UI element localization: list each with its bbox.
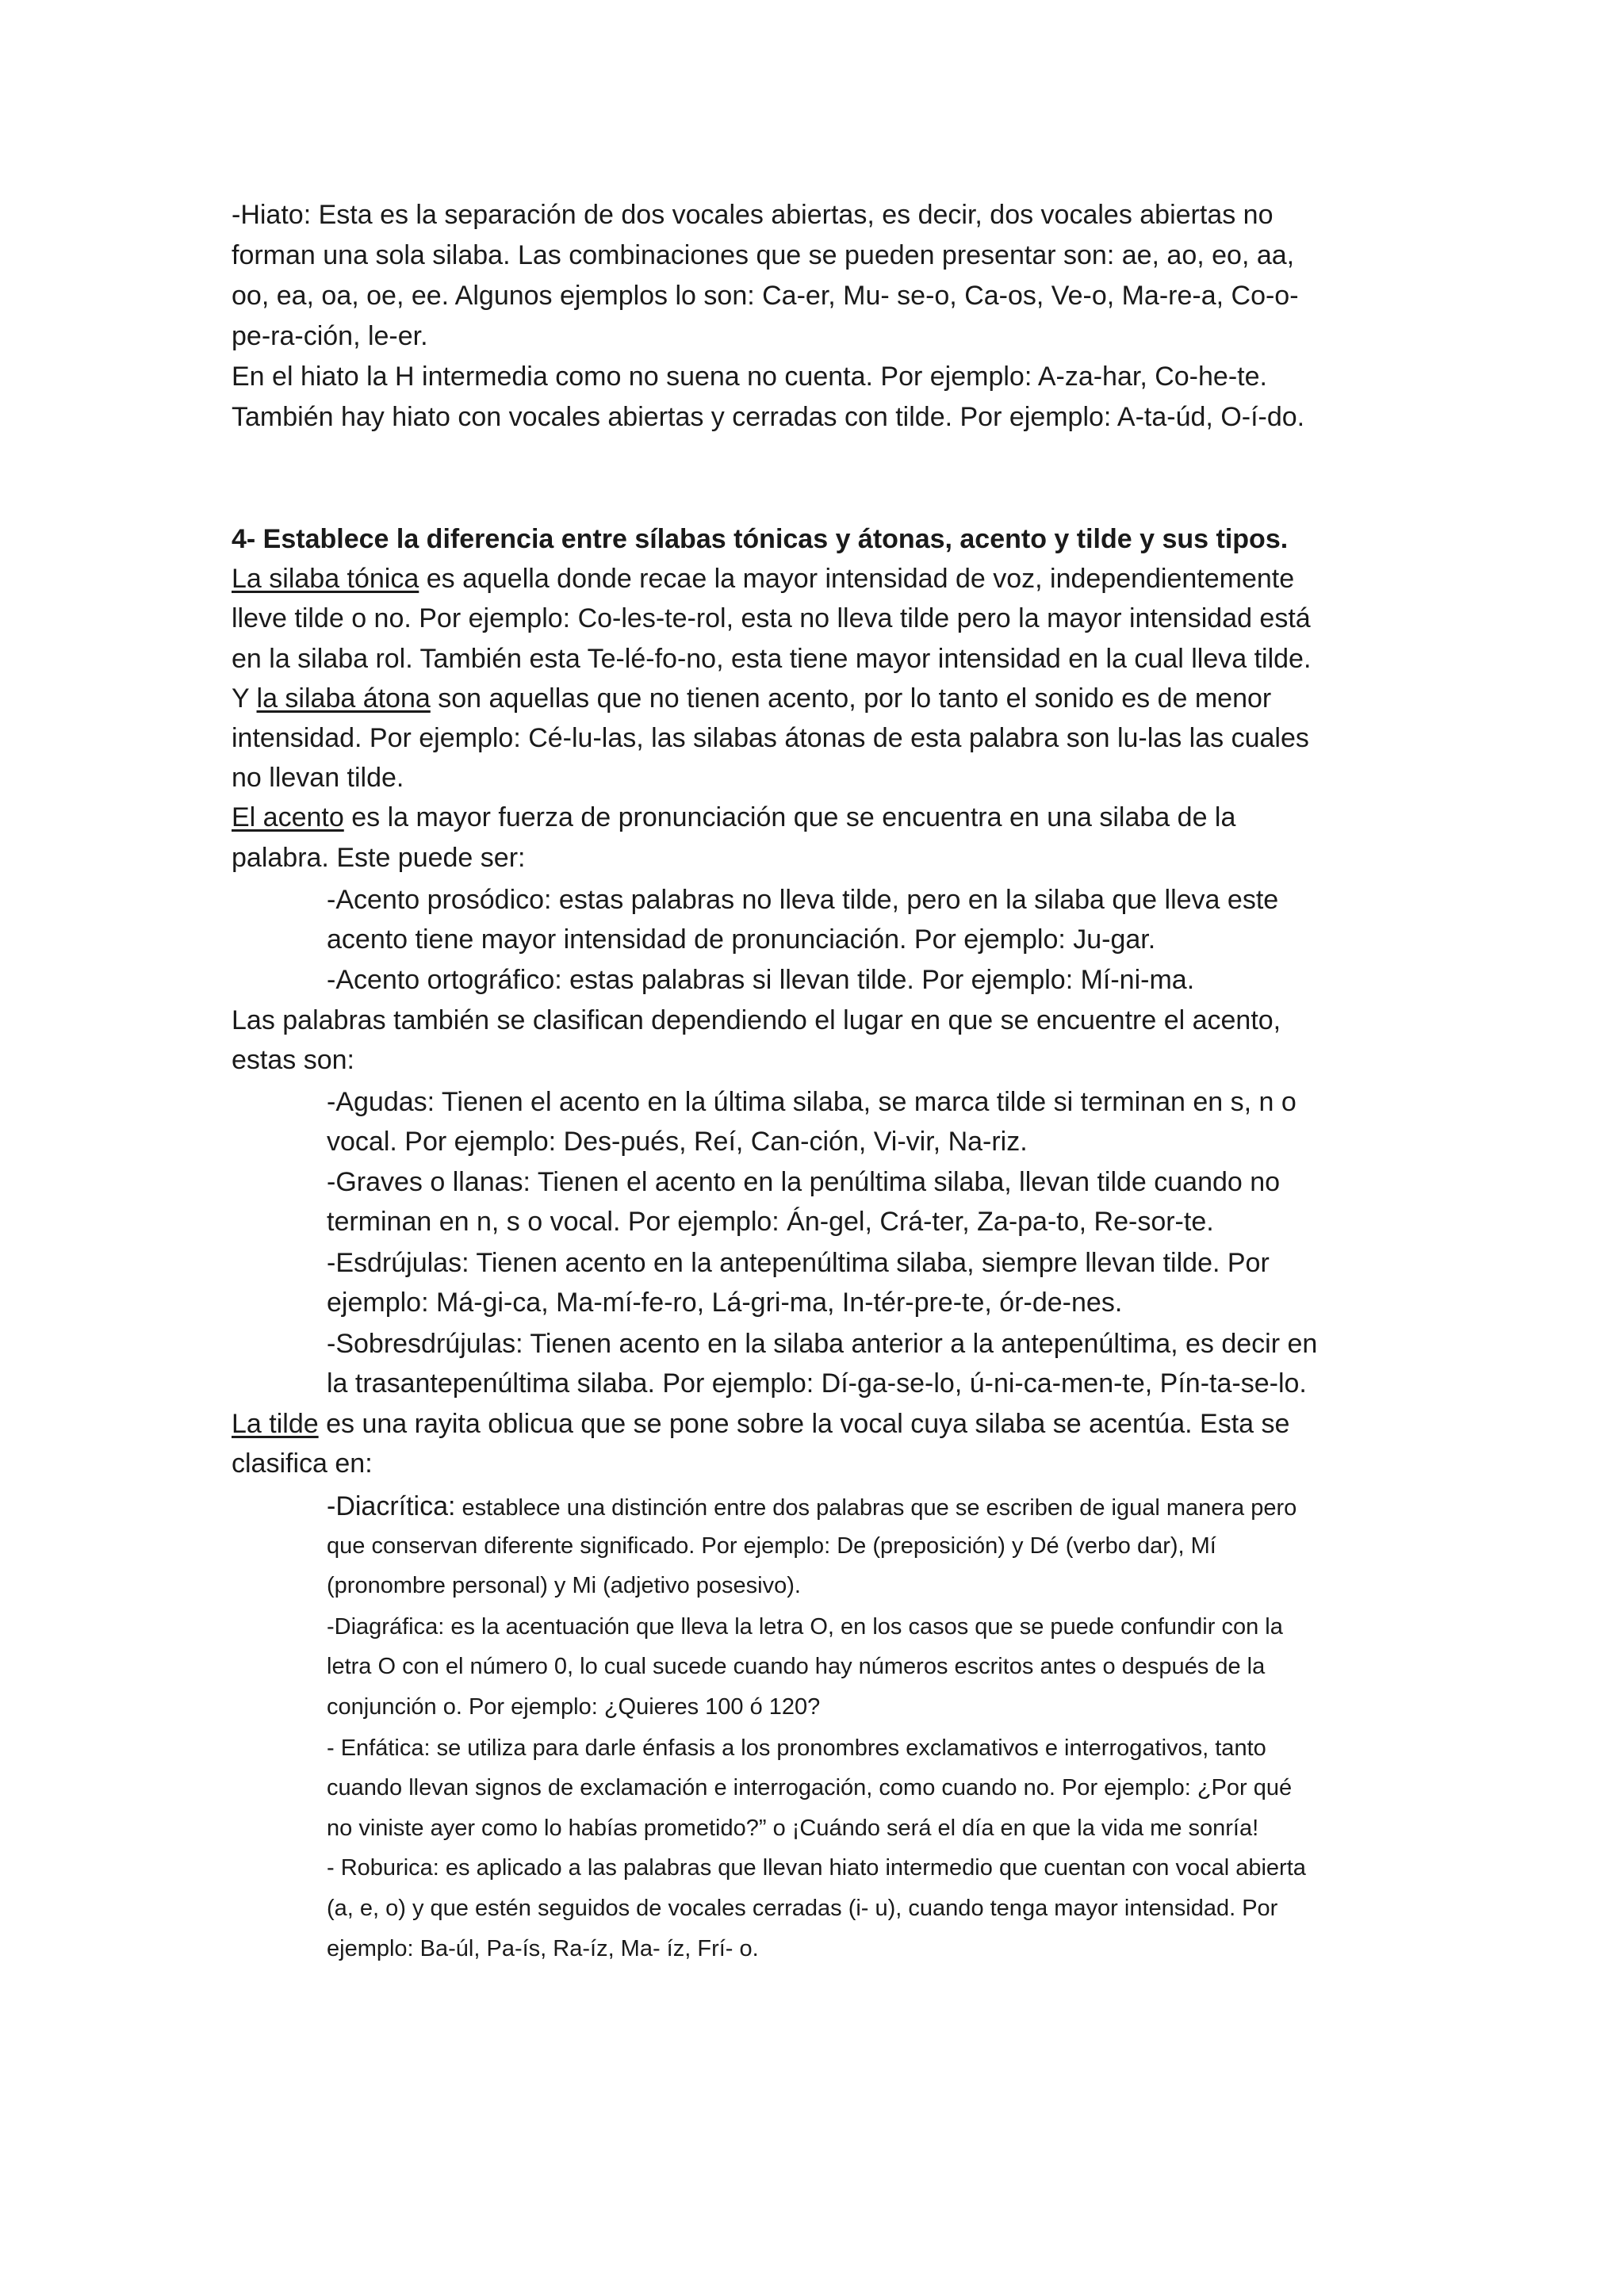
enfatica-line-3: no viniste ayer como lo habías prometido?” o ¡Cuándo será el día en que la vida me sonría! bbox=[327, 1816, 1259, 1841]
atona-term: la silaba átona bbox=[256, 683, 431, 714]
tonica-line-3: en la silaba rol. También esta Te-lé-fo-no, esta tiene mayor intensidad en la cual lleva tilde. bbox=[232, 644, 1312, 674]
hiato-line-4: pe-ra-ción, le-er. bbox=[232, 321, 428, 351]
acento-line-2: palabra. Este puede ser: bbox=[232, 843, 526, 873]
roburica-line-1: - Roburica: es aplicado a las palabras que llevan hiato intermedio que cuentan con vocal abierta bbox=[327, 1855, 1306, 1881]
hiato-line-1: -Hiato: Esta es la separación de dos vocales abiertas, es decir, dos vocales abiertas no bbox=[232, 200, 1274, 230]
diacritica-line-1 bbox=[327, 1487, 1297, 1528]
enfatica-line-2: cuando llevan signos de exclamación e interrogación, como cuando no. Por ejemplo: ¿Por qué bbox=[327, 1775, 1293, 1800]
enfatica-line-1: - Enfática: se utiliza para darle énfasis a los pronombres exclamativos e interrogativos, tanto bbox=[327, 1735, 1266, 1761]
agudas-line-2: vocal. Por ejemplo: Des-pués, Reí, Can-ción, Vi-vir, Na-riz. bbox=[327, 1127, 1028, 1157]
hiato-line-5: En el hiato la H intermedia como no suena no cuenta. Por ejemplo: A-za-har, Co-he-te. bbox=[232, 362, 1267, 392]
tonica-line-2: lleve tilde o no. Por ejemplo: Co-les-te-rol, esta no lleva tilde pero la mayor intensidad está bbox=[232, 603, 1311, 633]
esdrujulas-line-1: -Esdrújulas: Tienen acento en la antepenúltima silaba, siempre llevan tilde. Por bbox=[327, 1248, 1270, 1278]
clasificacion-line-2: estas son: bbox=[232, 1045, 354, 1075]
atona-prefix: Y bbox=[232, 683, 257, 714]
agudas-line-1: -Agudas: Tienen el acento en la última silaba, se marca tilde si terminan en s, n o bbox=[327, 1087, 1297, 1117]
atona-text: son aquellas que no tienen acento, por lo tanto el sonido es de menor bbox=[430, 683, 1272, 714]
diagrafica-line-2: letra O con el número 0, lo cual sucede cuando hay números escritos antes o después de la bbox=[327, 1654, 1266, 1679]
acento-line-1 bbox=[232, 798, 1235, 837]
atona-line-2: intensidad. Por ejemplo: Cé-lu-las, las silabas átonas de esta palabra son lu-las las cuales bbox=[232, 723, 1309, 753]
atona-line-1 bbox=[232, 679, 1271, 718]
diagrafica-line-1: -Diagráfica: es la acentuación que lleva la letra O, en los casos que se puede confundir con la bbox=[327, 1614, 1283, 1640]
diacritica-text: establece una distinción entre dos palabras que se escriben de igual manera pero bbox=[455, 1495, 1297, 1521]
esdrujulas-line-2: ejemplo: Má-gi-ca, Ma-mí-fe-ro, Lá-gri-ma, In-tér-pre-te, ór-de-nes. bbox=[327, 1288, 1123, 1318]
roburica-line-2: (a, e, o) y que estén seguidos de vocales cerradas (i- u), cuando tenga mayor intensidad. Por bbox=[327, 1896, 1278, 1921]
hiato-line-6: También hay hiato con vocales abiertas y cerradas con tilde. Por ejemplo: A-ta-úd, O-í-do. bbox=[232, 402, 1305, 432]
acento-term: El acento bbox=[232, 802, 344, 832]
tonica-term: La silaba tónica bbox=[232, 564, 419, 594]
prosodico-line-2: acento tiene mayor intensidad de pronunciación. Por ejemplo: Ju-gar. bbox=[327, 924, 1156, 955]
sobresdrujulas-line-1: -Sobresdrújulas: Tienen acento en la silaba anterior a la antepenúltima, es decir en bbox=[327, 1329, 1318, 1359]
roburica-line-3: ejemplo: Ba-úl, Pa-ís, Ra-íz, Ma- íz, Frí- o. bbox=[327, 1936, 759, 1961]
ortografico-line: -Acento ortográfico: estas palabras si llevan tilde. Por ejemplo: Mí-ni-ma. bbox=[327, 965, 1195, 995]
tonica-line-1 bbox=[232, 559, 1294, 599]
graves-line-2: terminan en n, s o vocal. Por ejemplo: Án-gel, Crá-ter, Za-pa-to, Re-sor-te. bbox=[327, 1207, 1214, 1237]
diagrafica-line-3: conjunción o. Por ejemplo: ¿Quieres 100 ó 120? bbox=[327, 1694, 821, 1720]
sobresdrujulas-line-2: la trasantepenúltima silaba. Por ejemplo: Dí-ga-se-lo, ú-ni-ca-men-te, Pín-ta-se-lo. bbox=[327, 1368, 1307, 1399]
tilde-term: La tilde bbox=[232, 1409, 319, 1439]
hiato-line-3: oo, ea, oa, oe, ee. Algunos ejemplos lo son: Ca-er, Mu- se-o, Ca-os, Ve-o, Ma-re-a, Co-o- bbox=[232, 281, 1299, 311]
clasificacion-line-1: Las palabras también se clasifican dependiendo el lugar en que se encuentre el acento, bbox=[232, 1005, 1281, 1035]
diacritica-label: -Diacrítica: bbox=[327, 1491, 456, 1521]
tilde-line-1 bbox=[232, 1404, 1289, 1444]
section-4-heading: 4- Establece la diferencia entre sílabas tónicas y átonas, acento y tilde y sus tipos. bbox=[232, 524, 1289, 554]
hiato-line-2: forman una sola silaba. Las combinaciones que se pueden presentar son: ae, ao, eo, aa, bbox=[232, 240, 1295, 270]
tilde-text: es una rayita oblicua que se pone sobre la vocal cuya silaba se acentúa. Esta se bbox=[318, 1409, 1290, 1439]
diacritica-line-3: (pronombre personal) y Mi (adjetivo posesivo). bbox=[327, 1573, 801, 1598]
graves-line-1: -Graves o llanas: Tienen el acento en la penúltima silaba, llevan tilde cuando no bbox=[327, 1167, 1281, 1197]
diacritica-line-2: que conservan diferente significado. Por ejemplo: De (preposición) y Dé (verbo dar), Mí bbox=[327, 1533, 1216, 1559]
tilde-line-2: clasifica en: bbox=[232, 1448, 373, 1479]
prosodico-line-1: -Acento prosódico: estas palabras no lleva tilde, pero en la silaba que lleva este bbox=[327, 885, 1279, 915]
acento-text: es la mayor fuerza de pronunciación que se encuentra en una silaba de la bbox=[343, 802, 1236, 832]
tonica-text: es aquella donde recae la mayor intensidad de voz, independientemente bbox=[419, 564, 1295, 594]
atona-line-3: no llevan tilde. bbox=[232, 763, 404, 793]
